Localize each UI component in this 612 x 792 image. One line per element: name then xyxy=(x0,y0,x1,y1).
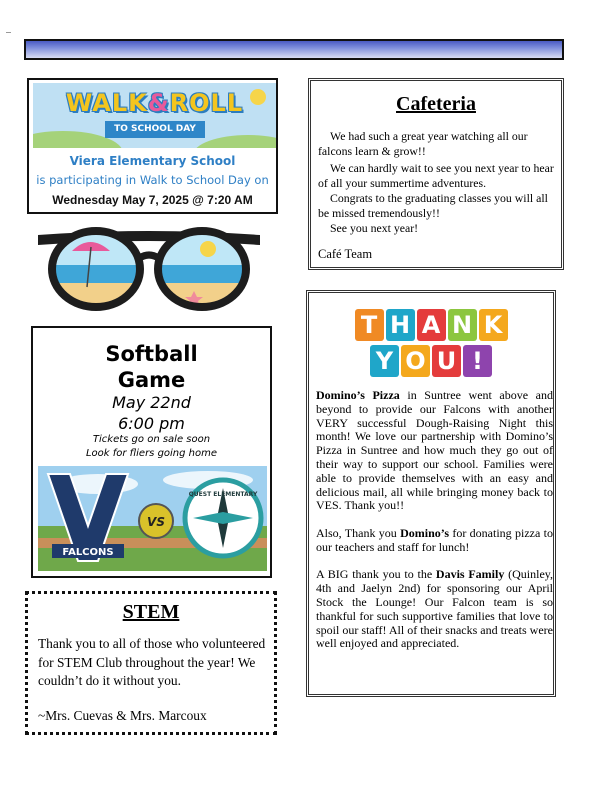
game-time: 6:00 pm xyxy=(118,414,185,433)
bold-sponsor: Domino’s Pizza xyxy=(316,388,400,402)
softball-title-line1: Softball xyxy=(105,342,198,366)
letter-tile: Y xyxy=(370,345,399,377)
letter-tile: N xyxy=(448,309,477,341)
game-date: May 22nd xyxy=(112,393,191,412)
letter-tile: ! xyxy=(463,345,492,377)
school-name: Viera Elementary School xyxy=(69,154,236,168)
thank-you-paragraph xyxy=(316,389,553,513)
bold-sponsor: Domino’s xyxy=(400,525,450,540)
paragraph-text: A BIG thank you to the xyxy=(316,567,436,582)
cafeteria-paragraph: Congrats to the graduating classes you will all be missed tremendously!! xyxy=(318,191,548,220)
letter-tile: A xyxy=(417,309,446,341)
cafeteria-title: Cafeteria xyxy=(396,93,476,115)
paragraph-text: for donating pizza to our teachers and staff for lunch! xyxy=(316,525,553,554)
letter-tile: K xyxy=(479,309,508,341)
walk-roll-title: WALK&ROLL xyxy=(65,89,244,117)
thank-tiles xyxy=(309,309,553,341)
quest-label: QUEST ELEMENTARY xyxy=(188,491,258,498)
vs-label: VS xyxy=(147,515,165,529)
stem-body: Thank you to all of those who volunteered for STEM Club throughout the year! We couldn’t do it without you. xyxy=(38,636,266,688)
paragraph-text: in Suntree went above and beyond to provide our Falcons with another VERY successful Dough-Raising Night this month! We love our partnership with Domino’s Pizza in Suntree and how much they go out of their way to support our school. Families were able to provide themselves with an easy and delicious mail, all while bringing money back to VES. Thank you!! xyxy=(316,388,553,513)
event-date: Wednesday May 7, 2025 @ 7:20 AM xyxy=(52,193,253,207)
to-school-day-ribbon: TO SCHOOL DAY xyxy=(105,121,205,138)
walk-to-school-flyer xyxy=(27,78,278,214)
stem-section xyxy=(25,591,277,735)
cafeteria-paragraph: We had such a great year watching all our falcons learn & grow!! xyxy=(318,129,528,158)
falcons-vs-quest-graphic xyxy=(38,466,267,571)
header-banner xyxy=(24,39,564,60)
letter-tile: T xyxy=(355,309,384,341)
you-tiles xyxy=(309,345,553,377)
bold-sponsor: Davis Family xyxy=(435,567,505,582)
letter-tile: H xyxy=(386,309,415,341)
cafeteria-signature: Café Team xyxy=(318,247,373,261)
softball-game-flyer xyxy=(31,326,272,578)
cafeteria-paragraph: See you next year! xyxy=(330,221,419,235)
thank-you-paragraph xyxy=(316,527,553,555)
beach-sunglasses-illustration xyxy=(38,225,260,313)
letter-tile: O xyxy=(401,345,430,377)
softball-title-line2: Game xyxy=(117,368,186,392)
cafeteria-section xyxy=(308,78,564,270)
walk-roll-banner xyxy=(33,83,276,148)
paragraph-text: (Quinley, 4th and Jaelyn 2nd) for sponsoring our April Stock the Lounge! Our Falcon team is so thankful for such supportive families that love to spoil our staff! All of their snacks and treats were well enjoyed and appreciated. xyxy=(316,567,553,651)
paragraph-text: Also, Thank you xyxy=(316,525,401,540)
tickets-note: Tickets go on sale soon xyxy=(92,434,211,445)
falcons-label: FALCONS xyxy=(62,547,114,558)
stem-title: STEM xyxy=(122,601,180,623)
cafeteria-paragraph: We can hardly wait to see you next year to hear of all your summertime adventures. xyxy=(318,161,554,190)
fliers-note: Look for fliers going home xyxy=(85,448,218,459)
thank-you-paragraph xyxy=(316,568,553,651)
thank-you-section xyxy=(306,290,556,697)
thank-you-text xyxy=(316,389,553,665)
stem-signature: ~Mrs. Cuevas & Mrs. Marcoux xyxy=(38,708,207,723)
corner-mark xyxy=(6,32,11,33)
letter-tile: U xyxy=(432,345,461,377)
participation-text: is participating in Walk to School Day on xyxy=(36,173,269,187)
